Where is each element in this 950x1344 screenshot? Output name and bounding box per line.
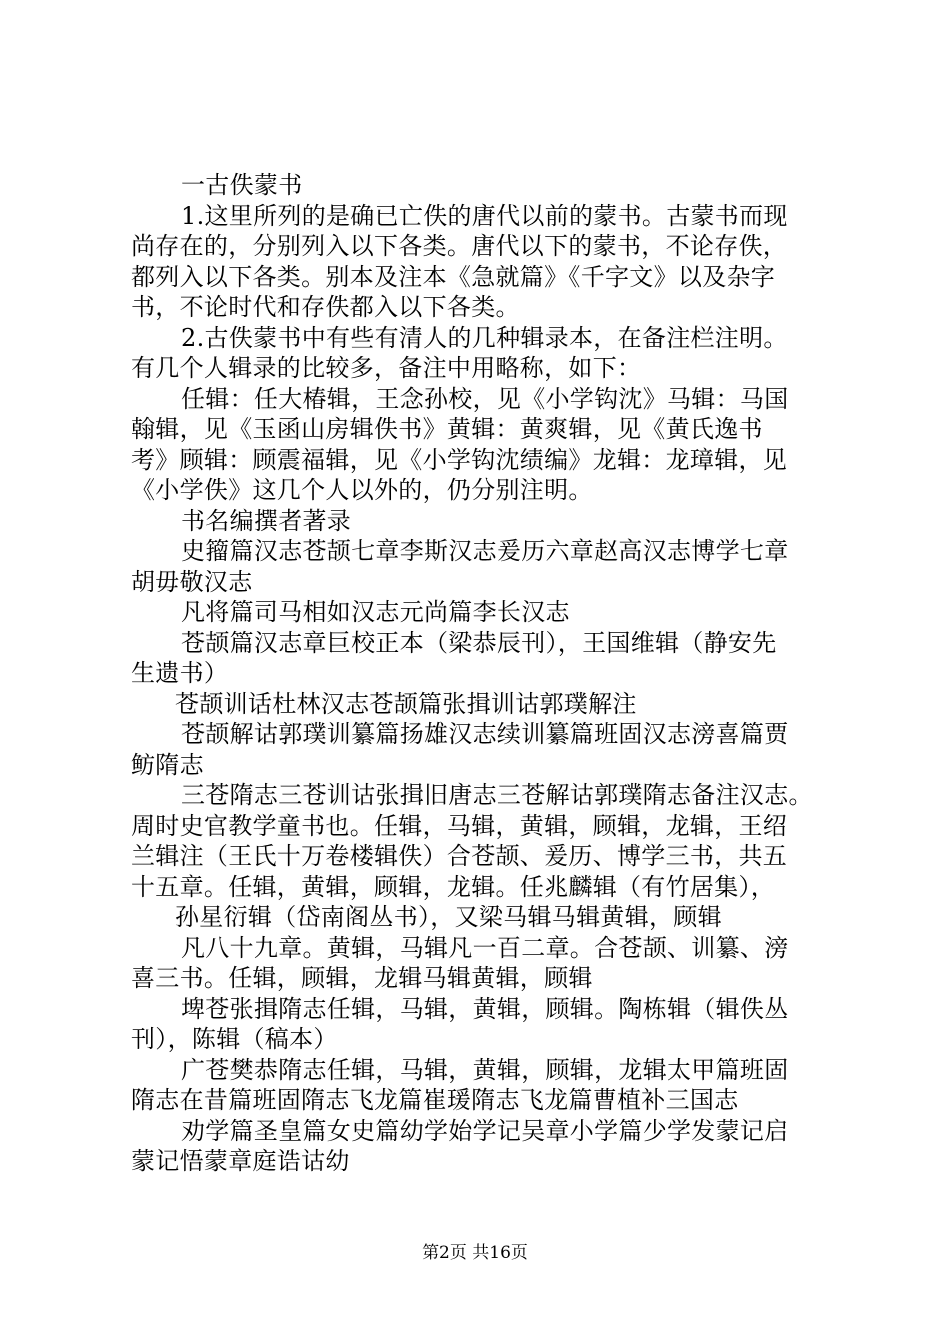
text-line: 胡毋敬汉志 bbox=[131, 567, 253, 596]
text-line: 尚存在的，分别列入以下各类。唐代以下的蒙书，不论存佚， bbox=[131, 232, 788, 260]
text-line: 周时史官教学童书也。任辑，马辑，黄辑，顾辑，龙辑，王绍 bbox=[131, 811, 788, 840]
text-line: 《小学佚》这几个人以外的，仍分别注明。 bbox=[131, 476, 593, 504]
text-line: 2.古佚蒙书中有些有清人的几种辑录本，在备注栏注明。 bbox=[181, 323, 788, 352]
text-line: 凡八十九章。黄辑，马辑凡一百二章。合苍颉、训纂、滂 bbox=[181, 933, 789, 962]
text-line: 蒙记悟蒙章庭诰诂幼 bbox=[131, 1147, 350, 1175]
text-line: 生遗书） bbox=[131, 659, 229, 687]
text-line: 都列入以下各类。别本及注本《急就篇》《千字文》以及杂字 bbox=[131, 262, 776, 291]
text-line: 埤苍张揖隋志任辑，马辑，黄辑，顾辑。陶栋辑（辑佚丛 bbox=[181, 994, 789, 1023]
text-line: 刊），陈辑（稿本） bbox=[131, 1025, 338, 1053]
document-body bbox=[131, 170, 843, 1177]
text-line: 劝学篇圣皇篇女史篇幼学始学记吴章小学篇少学发蒙记启 bbox=[181, 1116, 789, 1145]
text-line: 书，不论时代和存佚都入以下各类。 bbox=[131, 293, 520, 321]
page-footer: 第2页 共16页 bbox=[422, 1243, 528, 1263]
text-line: 任辑：任大椿辑，王念孙校，见《小学钩沈》马辑：马国 bbox=[181, 384, 789, 413]
text-line: 有几个人辑录的比较多，备注中用略称，如下： bbox=[131, 354, 642, 382]
text-line: 孙星衍辑（岱南阁丛书），又梁马辑马辑黄辑，顾辑 bbox=[175, 903, 722, 931]
text-line: 兰辑注（王氏十万卷楼辑佚）合苍颉、爰历、博学三书，共五 bbox=[131, 842, 788, 870]
text-line: 苍颉篇汉志章巨校正本（梁恭辰刊），王国维辑（静安先 bbox=[181, 628, 777, 657]
text-line: 一古佚蒙书 bbox=[181, 171, 303, 199]
text-line: 三苍隋志三苍训诂张揖旧唐志三苍解诂郭璞隋志备注汉志。 bbox=[181, 781, 813, 809]
text-line: 考》顾辑：顾震福辑，见《小学钩沈绩编》龙辑：龙璋辑，见 bbox=[131, 445, 788, 474]
text-line: 史籀篇汉志苍颉七章李斯汉志爰历六章赵高汉志博学七章 bbox=[181, 537, 789, 565]
text-line: 翰辑，见《玉函山房辑佚书》黄辑：黄爽辑，见《黄氏逸书 bbox=[131, 415, 763, 443]
text-line: 1.这里所列的是确已亡佚的唐代以前的蒙书。古蒙书而现 bbox=[181, 201, 788, 230]
text-line: 十五章。任辑，黄辑，顾辑，龙辑。任兆麟辑（有竹居集）， bbox=[131, 872, 776, 901]
text-line: 鲂隋志 bbox=[131, 750, 204, 779]
text-line: 喜三书。任辑，顾辑，龙辑马辑黄辑，顾辑 bbox=[131, 964, 593, 992]
text-line: 苍颉解诂郭璞训纂篇扬雄汉志续训纂篇班固汉志滂喜篇贾 bbox=[181, 720, 789, 748]
text-line: 凡将篇司马相如汉志元尚篇李长汉志 bbox=[181, 598, 570, 626]
text-line: 苍颉训话杜林汉志苍颉篇张揖训诂郭璞解注 bbox=[175, 689, 637, 718]
text-line: 隋志在昔篇班固隋志飞龙篇崔瑗隋志飞龙篇曹植补三国志 bbox=[131, 1086, 739, 1114]
text-line: 书名编撰者著录 bbox=[181, 506, 352, 535]
text-line: 广苍樊恭隋志任辑，马辑，黄辑，顾辑，龙辑太甲篇班固 bbox=[181, 1055, 789, 1084]
